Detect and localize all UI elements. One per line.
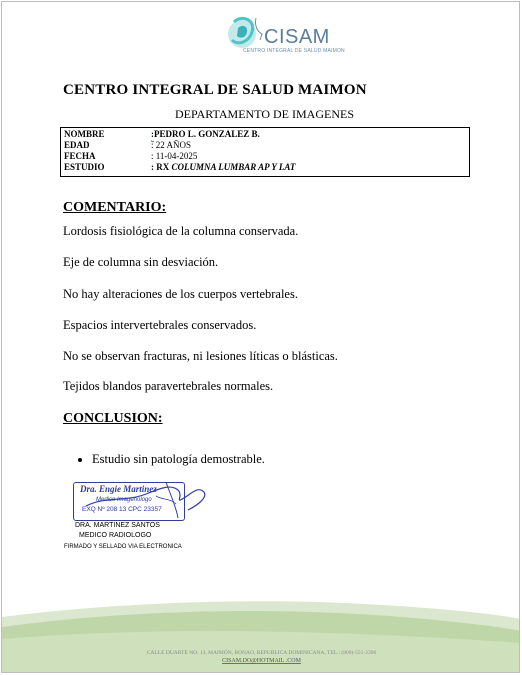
comentario-heading: COMENTARIO:	[63, 200, 167, 215]
comment-line: No hay alteraciones de los cuerpos vertebrales.	[63, 287, 298, 301]
patient-age-row	[64, 140, 469, 151]
comment-line: Lordosis fisiológica de la columna conservada.	[63, 224, 299, 238]
date-label: FECHA	[64, 151, 96, 161]
date-value: : 11-04-2025	[151, 151, 198, 161]
footer-email: CISAM.DO@HOTMAIL .COM	[222, 658, 301, 664]
stamp-exequatur: EXQ Nº 208 13 CPC 23357	[82, 506, 162, 513]
document-page	[1, 1, 520, 673]
footer-address: CALLE DUARTE NO. 13, MAIMÓN, BONAO, REPUBLICA DOMINICANA, TEL.: (809)-551-2396	[146, 650, 377, 656]
age-label: EDAD	[64, 140, 90, 150]
patient-study-row	[64, 162, 469, 173]
study-label: ESTUDIO	[64, 162, 105, 172]
name-label: NOMBRE	[64, 129, 105, 139]
signature-doctor: DRA. MARTINEZ SANTOS	[75, 522, 160, 529]
conclusion-heading: CONCLUSION:	[63, 411, 163, 426]
conclusion-text: Estudio sin patología demostrable.	[92, 452, 265, 466]
name-value	[151, 129, 260, 140]
cisam-logo	[212, 12, 345, 60]
study-name: COLUMNA LUMBAR AP Y LAT	[171, 162, 296, 172]
comment-line: Eje de columna sin desviación.	[63, 255, 219, 269]
department-title: DEPARTAMENTO DE IMAGENES	[175, 107, 354, 121]
age-value: : 22 AÑOS	[151, 140, 192, 150]
name-prefix: :	[151, 129, 154, 139]
conclusion-item	[78, 452, 265, 467]
bullet-icon	[78, 458, 82, 462]
comment-line: Espacios intervertebrales conservados.	[63, 318, 257, 332]
study-prefix: : RX	[151, 162, 170, 172]
doctor-stamp	[66, 476, 216, 524]
patient-info-box	[60, 127, 470, 177]
name-text: PEDRO L. GONZALEZ B.	[154, 129, 260, 139]
signature-title: MEDICO RADIOLOGO	[79, 532, 152, 539]
handwritten-signature-icon	[66, 476, 216, 524]
signature-note: FIRMADO Y SELLADO VIA ELECTRONICA	[64, 544, 182, 550]
study-value	[151, 162, 295, 173]
center-name: CENTRO INTEGRAL DE SALUD MAIMON	[63, 82, 367, 98]
patient-date-row	[64, 151, 469, 162]
patient-name-row	[64, 129, 469, 140]
stamp-role: Medico Imagenologo	[96, 497, 152, 503]
comment-line: No se observan fracturas, ni lesiones líticas o blásticas.	[63, 349, 338, 363]
comment-line: Tejidos blandos paravertebrales normales.	[63, 379, 274, 393]
logo-wordmark: CISAM	[264, 26, 330, 48]
logo-tagline: CENTRO INTEGRAL DE SALUD MAIMON	[243, 48, 345, 54]
stamp-name: Dra. Engie Martinez	[80, 484, 157, 494]
